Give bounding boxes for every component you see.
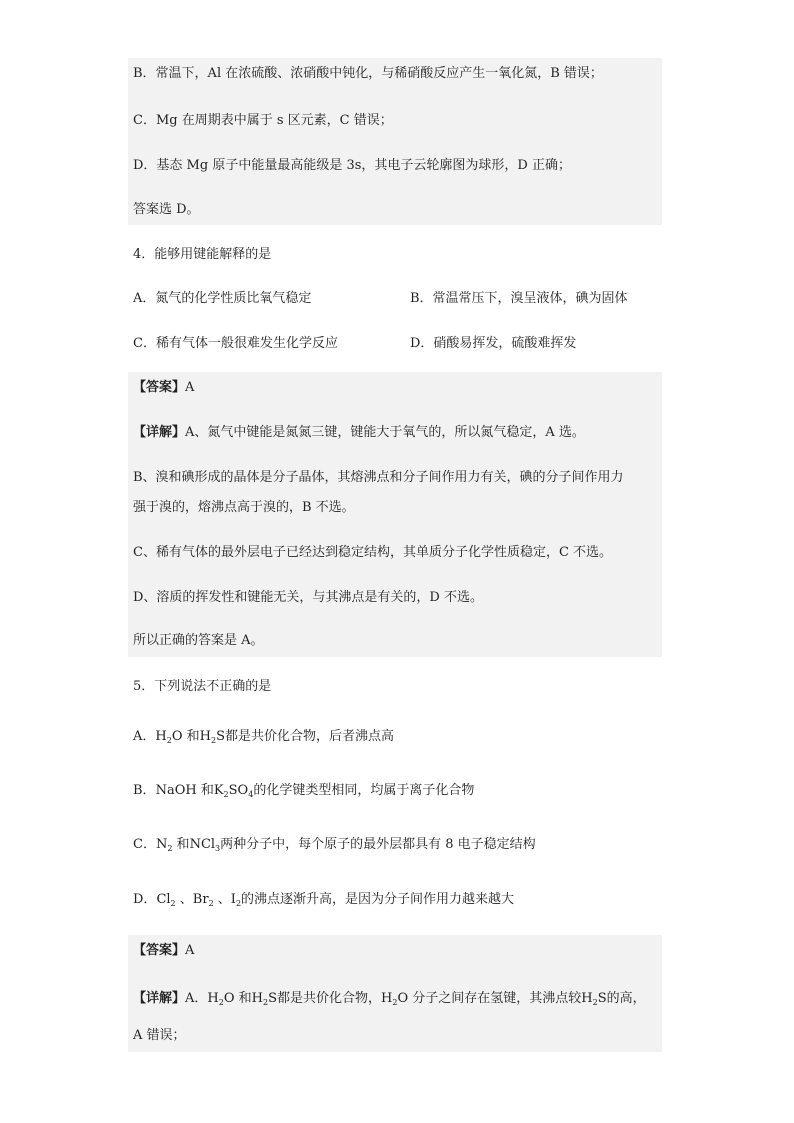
q4-option-d: D．硝酸易挥发，硫酸难挥发 bbox=[410, 336, 577, 351]
answer-value: A bbox=[185, 380, 195, 395]
q3-conclusion: 答案选 D。 bbox=[133, 202, 200, 217]
q4-option-c: C．稀有气体一般很难发生化学反应 bbox=[133, 336, 338, 351]
q5-detail-a: 【详解】A．$H_2O$ 和$H_2S$都是共价化合物，$H_2O$ 分子之间存在氢键，其沸点较$H_2S$的高， bbox=[133, 991, 646, 1007]
detail-label: 【详解】 bbox=[133, 425, 186, 440]
q4-detail-a: 【详解】A、氮气中键能是氮氮三键，键能大于氧气的，所以氮气稳定，A 选。 bbox=[133, 425, 585, 440]
q4-detail-b-line1: B、溴和碘形成的晶体是分子晶体，其熔沸点和分子间作用力有关，碘的分子间作用力 bbox=[133, 470, 624, 485]
answer-value: A bbox=[185, 943, 195, 958]
q5-option-b: B．NaOH 和$K_2SO_4$的化学键类型相同，均属于离子化合物 bbox=[133, 783, 475, 799]
answer-label: 【答案】 bbox=[133, 943, 186, 958]
q4-detail-d: D、溶质的挥发性和键能无关，与其沸点是有关的，D 不选。 bbox=[133, 590, 483, 605]
q5-answer bbox=[133, 942, 194, 960]
detail-label: 【详解】 bbox=[133, 991, 186, 1006]
q4-detail-b-line2: 强于溴的，熔沸点高于溴的，B 不选。 bbox=[133, 500, 355, 515]
q3-explanation-b: B．常温下，Al 在浓硫酸、浓硝酸中钝化，与稀硝酸反应产生一氧化氮，B 错误； bbox=[133, 66, 603, 81]
q5-option-c: C．$N_2$ 和NCl$_3$两种分子中，每个原子的最外层都具有 8 电子稳定结构 bbox=[133, 837, 536, 853]
q5-stem: 5．下列说法不正确的是 bbox=[133, 679, 272, 694]
q4-conclusion: 所以正确的答案是 A。 bbox=[133, 633, 264, 648]
q4-answer bbox=[133, 379, 194, 397]
q4-option-b: B．常温常压下，溴呈液体，碘为固体 bbox=[410, 291, 628, 306]
q4-option-a: A．氮气的化学性质比氧气稳定 bbox=[133, 291, 312, 306]
q5-option-a: A．$H_2O$ 和$H_2S$都是共价化合物，后者沸点高 bbox=[133, 729, 394, 745]
q3-explanation-c: C．Mg 在周期表中属于 s 区元素，C 错误； bbox=[133, 113, 393, 128]
q4-stem: 4．能够用键能解释的是 bbox=[133, 247, 272, 262]
answer-label: 【答案】 bbox=[133, 380, 186, 395]
q4-detail-c: C、稀有气体的最外层电子已经达到稳定结构，其单质分子化学性质稳定，C 不选。 bbox=[133, 545, 613, 560]
q5-detail-a-end: A 错误； bbox=[133, 1028, 186, 1043]
explanation-band-q3 bbox=[128, 58, 662, 225]
q3-explanation-d: D．基态 Mg 原子中能量最高能级是 3s，其电子云轮廓图为球形，D 正确； bbox=[133, 158, 571, 173]
q5-option-d: D．$Cl_2$ 、$Br_2$ 、$I_2$的沸点逐渐升高，是因为分子间作用力越来越大 bbox=[133, 892, 515, 908]
